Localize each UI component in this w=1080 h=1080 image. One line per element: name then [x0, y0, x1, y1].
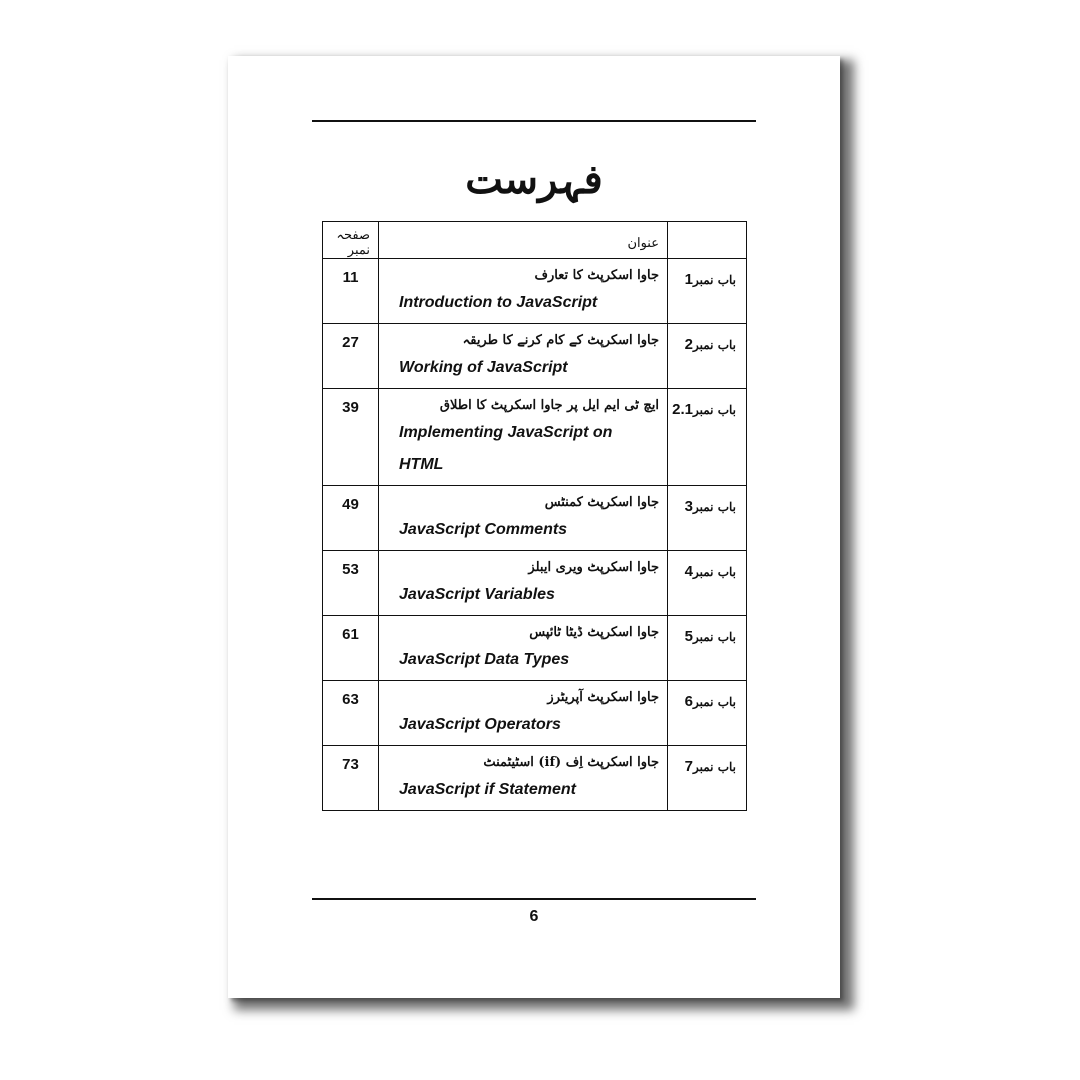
table-row [323, 486, 747, 551]
row-title-cell [379, 616, 668, 681]
chapter-label: باب نمبر [693, 760, 736, 774]
row-chapter [668, 616, 747, 681]
chapter-number: 4 [684, 563, 693, 580]
row-title-urdu: جاوا اسکرپٹ کے کام کرنے کا طریقہ [462, 333, 659, 348]
chapter-number: 2 [684, 336, 693, 353]
row-title-urdu: جاوا اسکرپٹ کمنٹس [544, 495, 659, 510]
table-row [323, 551, 747, 616]
row-title-urdu: جاوا اسکرپٹ کا تعارف [534, 268, 659, 283]
table-row [323, 746, 747, 811]
chapter-number: 5 [684, 628, 693, 645]
table-header-row [323, 222, 747, 259]
table-row [323, 324, 747, 389]
row-chapter [668, 259, 747, 324]
row-title-urdu: جاوا اسکرپٹ ویری ایبلز [528, 560, 659, 575]
row-page-number: 61 [323, 616, 379, 681]
chapter-label: باب نمبر [693, 565, 736, 579]
chapter-label: باب نمبر [693, 500, 736, 514]
row-title-english: JavaScript Operators [399, 716, 561, 733]
chapter-label: باب نمبر [693, 273, 736, 287]
row-title-urdu: جاوا اسکرپٹ آپریٹرز [547, 690, 659, 705]
row-page-number: 49 [323, 486, 379, 551]
top-rule [312, 120, 756, 122]
chapter-label: باب نمبر [693, 403, 736, 417]
row-chapter [668, 486, 747, 551]
row-title-cell [379, 324, 668, 389]
row-title-english: JavaScript Comments [399, 521, 568, 538]
row-title-english: Introduction to JavaScript [399, 294, 598, 311]
row-page-number: 27 [323, 324, 379, 389]
row-title-cell [379, 551, 668, 616]
row-page-number: 63 [323, 681, 379, 746]
row-title-english: JavaScript Data Types [399, 651, 570, 668]
folio-page-number: 6 [529, 908, 539, 925]
row-title-cell [379, 681, 668, 746]
header-title: عنوان [379, 222, 668, 259]
row-title-english: JavaScript Variables [399, 586, 555, 603]
row-chapter [668, 681, 747, 746]
row-title-english: Working of JavaScript [399, 359, 568, 376]
chapter-number: 7 [684, 758, 693, 775]
row-title-urdu: جاوا اسکرپٹ اِف (if) اسٹیٹمنٹ [483, 755, 659, 770]
header-page-number: صفحہ نمبر [323, 222, 379, 259]
chapter-label: باب نمبر [693, 338, 736, 352]
row-title-urdu: ایچ ٹی ایم ایل پر جاوا اسکرپٹ کا اطلاق [439, 398, 659, 413]
row-page-number: 53 [323, 551, 379, 616]
bottom-rule [312, 898, 756, 900]
table-row [323, 259, 747, 324]
row-chapter [668, 551, 747, 616]
row-chapter [668, 389, 747, 486]
table-row [323, 616, 747, 681]
table-row [323, 389, 747, 486]
table-row [323, 681, 747, 746]
row-title-urdu: جاوا اسکرپٹ ڈیٹا ٹائپس [529, 625, 659, 640]
row-title-cell [379, 259, 668, 324]
row-chapter [668, 324, 747, 389]
chapter-number: 3 [684, 498, 693, 515]
row-page-number: 11 [323, 259, 379, 324]
row-title-english: Implementing JavaScript on HTML [399, 424, 613, 473]
row-title-cell [379, 746, 668, 811]
row-title-cell [379, 486, 668, 551]
contents-table [322, 221, 747, 811]
book-page [228, 56, 840, 998]
row-page-number: 39 [323, 389, 379, 486]
row-chapter [668, 746, 747, 811]
chapter-label: باب نمبر [693, 630, 736, 644]
row-title-cell [379, 389, 668, 486]
chapter-label: باب نمبر [693, 695, 736, 709]
chapter-number: 6 [684, 693, 693, 710]
chapter-number: 2.1 [672, 401, 693, 418]
header-chapter [668, 222, 747, 259]
row-title-english: JavaScript if Statement [399, 781, 576, 798]
row-page-number: 73 [323, 746, 379, 811]
chapter-number: 1 [684, 271, 693, 288]
page-title: فہرست [465, 156, 603, 203]
